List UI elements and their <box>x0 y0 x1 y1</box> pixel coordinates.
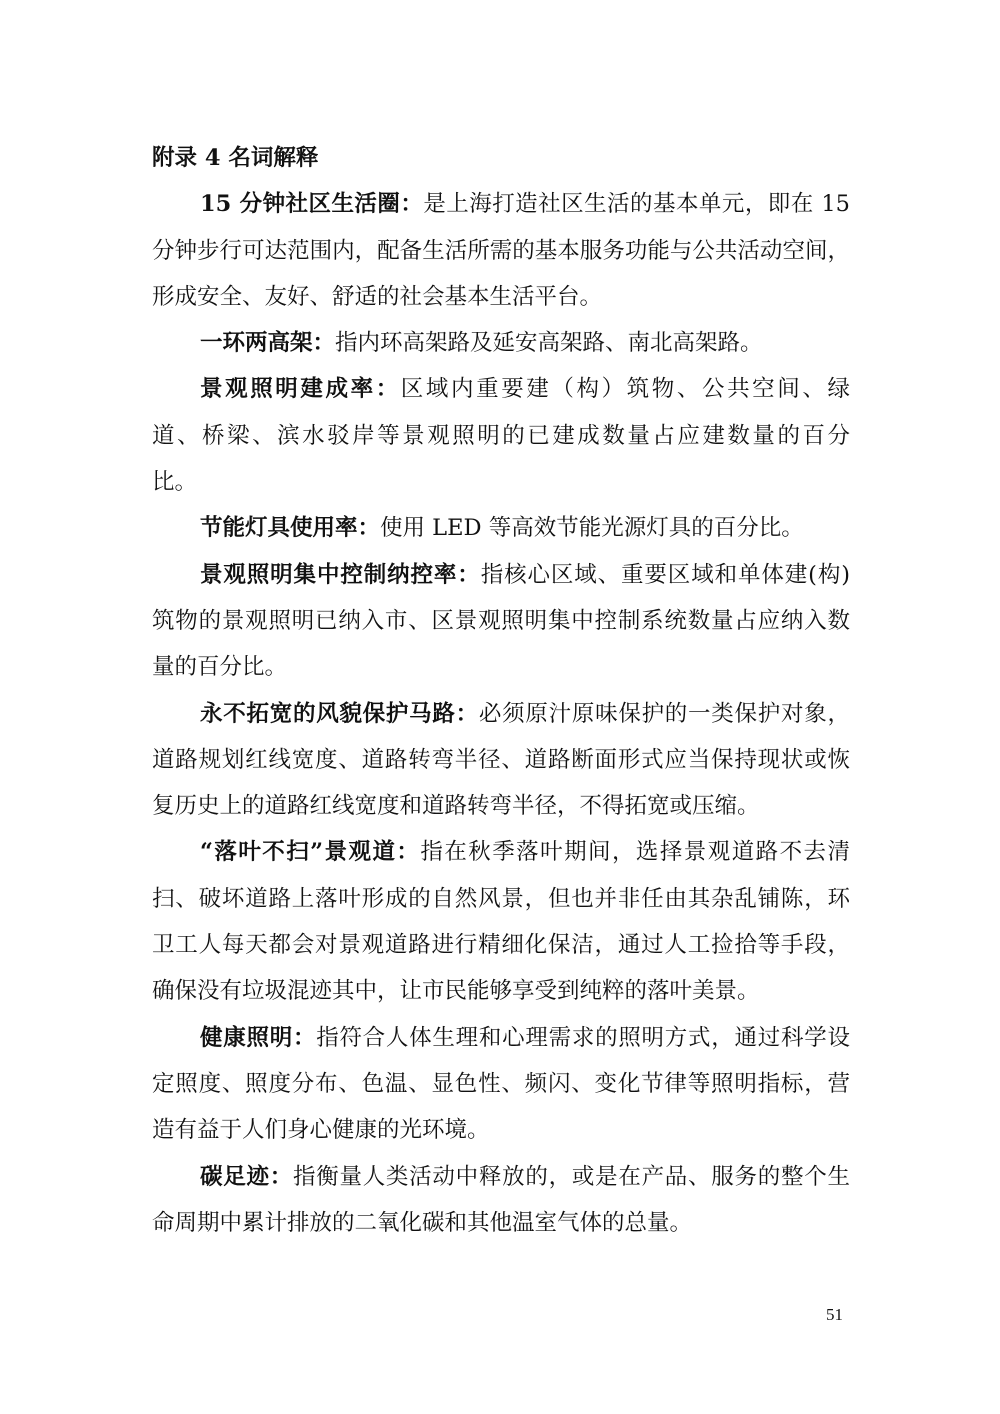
definition-text: 定照度、照度分布、色温、显色性、频闪、变化节律等照明指标，营 <box>152 1070 850 1097</box>
definition-text: 指在秋季落叶期间，选择景观道路不去清 <box>420 839 850 866</box>
glossary-list <box>152 181 850 1246</box>
definition-text: 指衡量人类活动中释放的，或是在产品、服务的整个生 <box>292 1163 850 1190</box>
entry-line <box>152 1107 850 1153</box>
entry-first-line <box>152 366 850 412</box>
entry-first-line <box>152 320 850 366</box>
definition-text: 筑物的景观照明已纳入市、区景观照明集中控制系统数量占应纳入数 <box>152 607 850 634</box>
glossary-term: 景观照明集中控制纳控率： <box>200 561 481 588</box>
definition-text: 分钟步行可达范围内，配备生活所需的基本服务功能与公共活动空间， <box>152 237 850 264</box>
entry-line <box>152 737 850 783</box>
definition-text: 比。 <box>152 469 198 496</box>
glossary-term: 15 分钟社区生活圈： <box>200 191 424 218</box>
definition-text: 必须原汁原味保护的一类保护对象， <box>478 700 850 727</box>
glossary-term: 景观照明建成率： <box>200 376 401 403</box>
entry-line <box>152 459 850 505</box>
page-number: 51 <box>826 1305 843 1324</box>
definition-text: 道、桥梁、滨水驳岸等景观照明的已建成数量占应建数量的百分 <box>152 422 850 449</box>
definition-text: 复历史上的道路红线宽度和道路转弯半径，不得拓宽或压缩。 <box>152 793 760 820</box>
definition-text: 使用 LED 等高效节能光源灯具的百分比。 <box>380 515 804 542</box>
glossary-entry <box>152 505 850 551</box>
document-body <box>152 135 850 1246</box>
definition-text: 区域内重要建（构）筑物、公共空间、绿 <box>400 376 850 403</box>
glossary-entry <box>152 1154 850 1247</box>
glossary-term: 节能灯具使用率： <box>200 515 381 542</box>
entry-line <box>152 598 850 644</box>
entry-line <box>152 1200 850 1246</box>
definition-text: 扫、破坏道路上落叶形成的自然风景，但也并非任由其杂乱铺陈，环 <box>152 885 850 912</box>
glossary-term: 永不拓宽的风貌保护马路： <box>200 700 479 727</box>
entry-line <box>152 783 850 829</box>
entry-first-line <box>152 505 850 551</box>
entry-line <box>152 1061 850 1107</box>
glossary-entry <box>152 320 850 366</box>
glossary-term: “落叶不扫”景观道： <box>200 839 421 866</box>
entry-line <box>152 228 850 274</box>
entry-line <box>152 876 850 922</box>
definition-text: 指内环高架路及延安高架路、南北高架路。 <box>335 330 763 357</box>
entry-first-line <box>152 552 850 598</box>
entry-line <box>152 968 850 1014</box>
glossary-term: 健康照明： <box>200 1024 317 1051</box>
entry-line <box>152 644 850 690</box>
entry-line <box>152 413 850 459</box>
glossary-entry <box>152 691 850 830</box>
entry-first-line <box>152 691 850 737</box>
definition-text: 指核心区域、重要区域和单体建(构) <box>480 561 850 588</box>
definition-text: 是上海打造社区生活的基本单元，即在 15 <box>423 191 850 218</box>
definition-text: 命周期中累计排放的二氧化碳和其他温室气体的总量。 <box>152 1209 693 1236</box>
glossary-entry <box>152 829 850 1014</box>
definition-text: 卫工人每天都会对景观道路进行精细化保洁，通过人工捡拾等手段， <box>152 932 850 959</box>
glossary-entry <box>152 1015 850 1154</box>
entry-first-line <box>152 1015 850 1061</box>
definition-text: 造有益于人们身心健康的光环境。 <box>152 1117 490 1144</box>
glossary-entry <box>152 552 850 691</box>
appendix-title: 附录 4 名词解释 <box>152 145 319 171</box>
definition-text: 量的百分比。 <box>152 654 288 681</box>
entry-first-line <box>152 1154 850 1200</box>
definition-text: 确保没有垃圾混迹其中，让市民能够享受到纯粹的落叶美景。 <box>152 978 760 1005</box>
definition-text: 形成安全、友好、舒适的社会基本生活平台。 <box>152 283 603 310</box>
glossary-term: 碳足迹： <box>200 1163 293 1190</box>
definition-text: 指符合人体生理和心理需求的照明方式，通过科学设 <box>316 1024 850 1051</box>
entry-first-line <box>152 829 850 875</box>
entry-line <box>152 274 850 320</box>
definition-text: 道路规划红线宽度、道路转弯半径、道路断面形式应当保持现状或恢 <box>152 746 850 773</box>
glossary-term: 一环两高架： <box>200 330 336 357</box>
glossary-entry <box>152 366 850 505</box>
entry-first-line <box>152 181 850 227</box>
entry-line <box>152 922 850 968</box>
glossary-entry <box>152 181 850 320</box>
